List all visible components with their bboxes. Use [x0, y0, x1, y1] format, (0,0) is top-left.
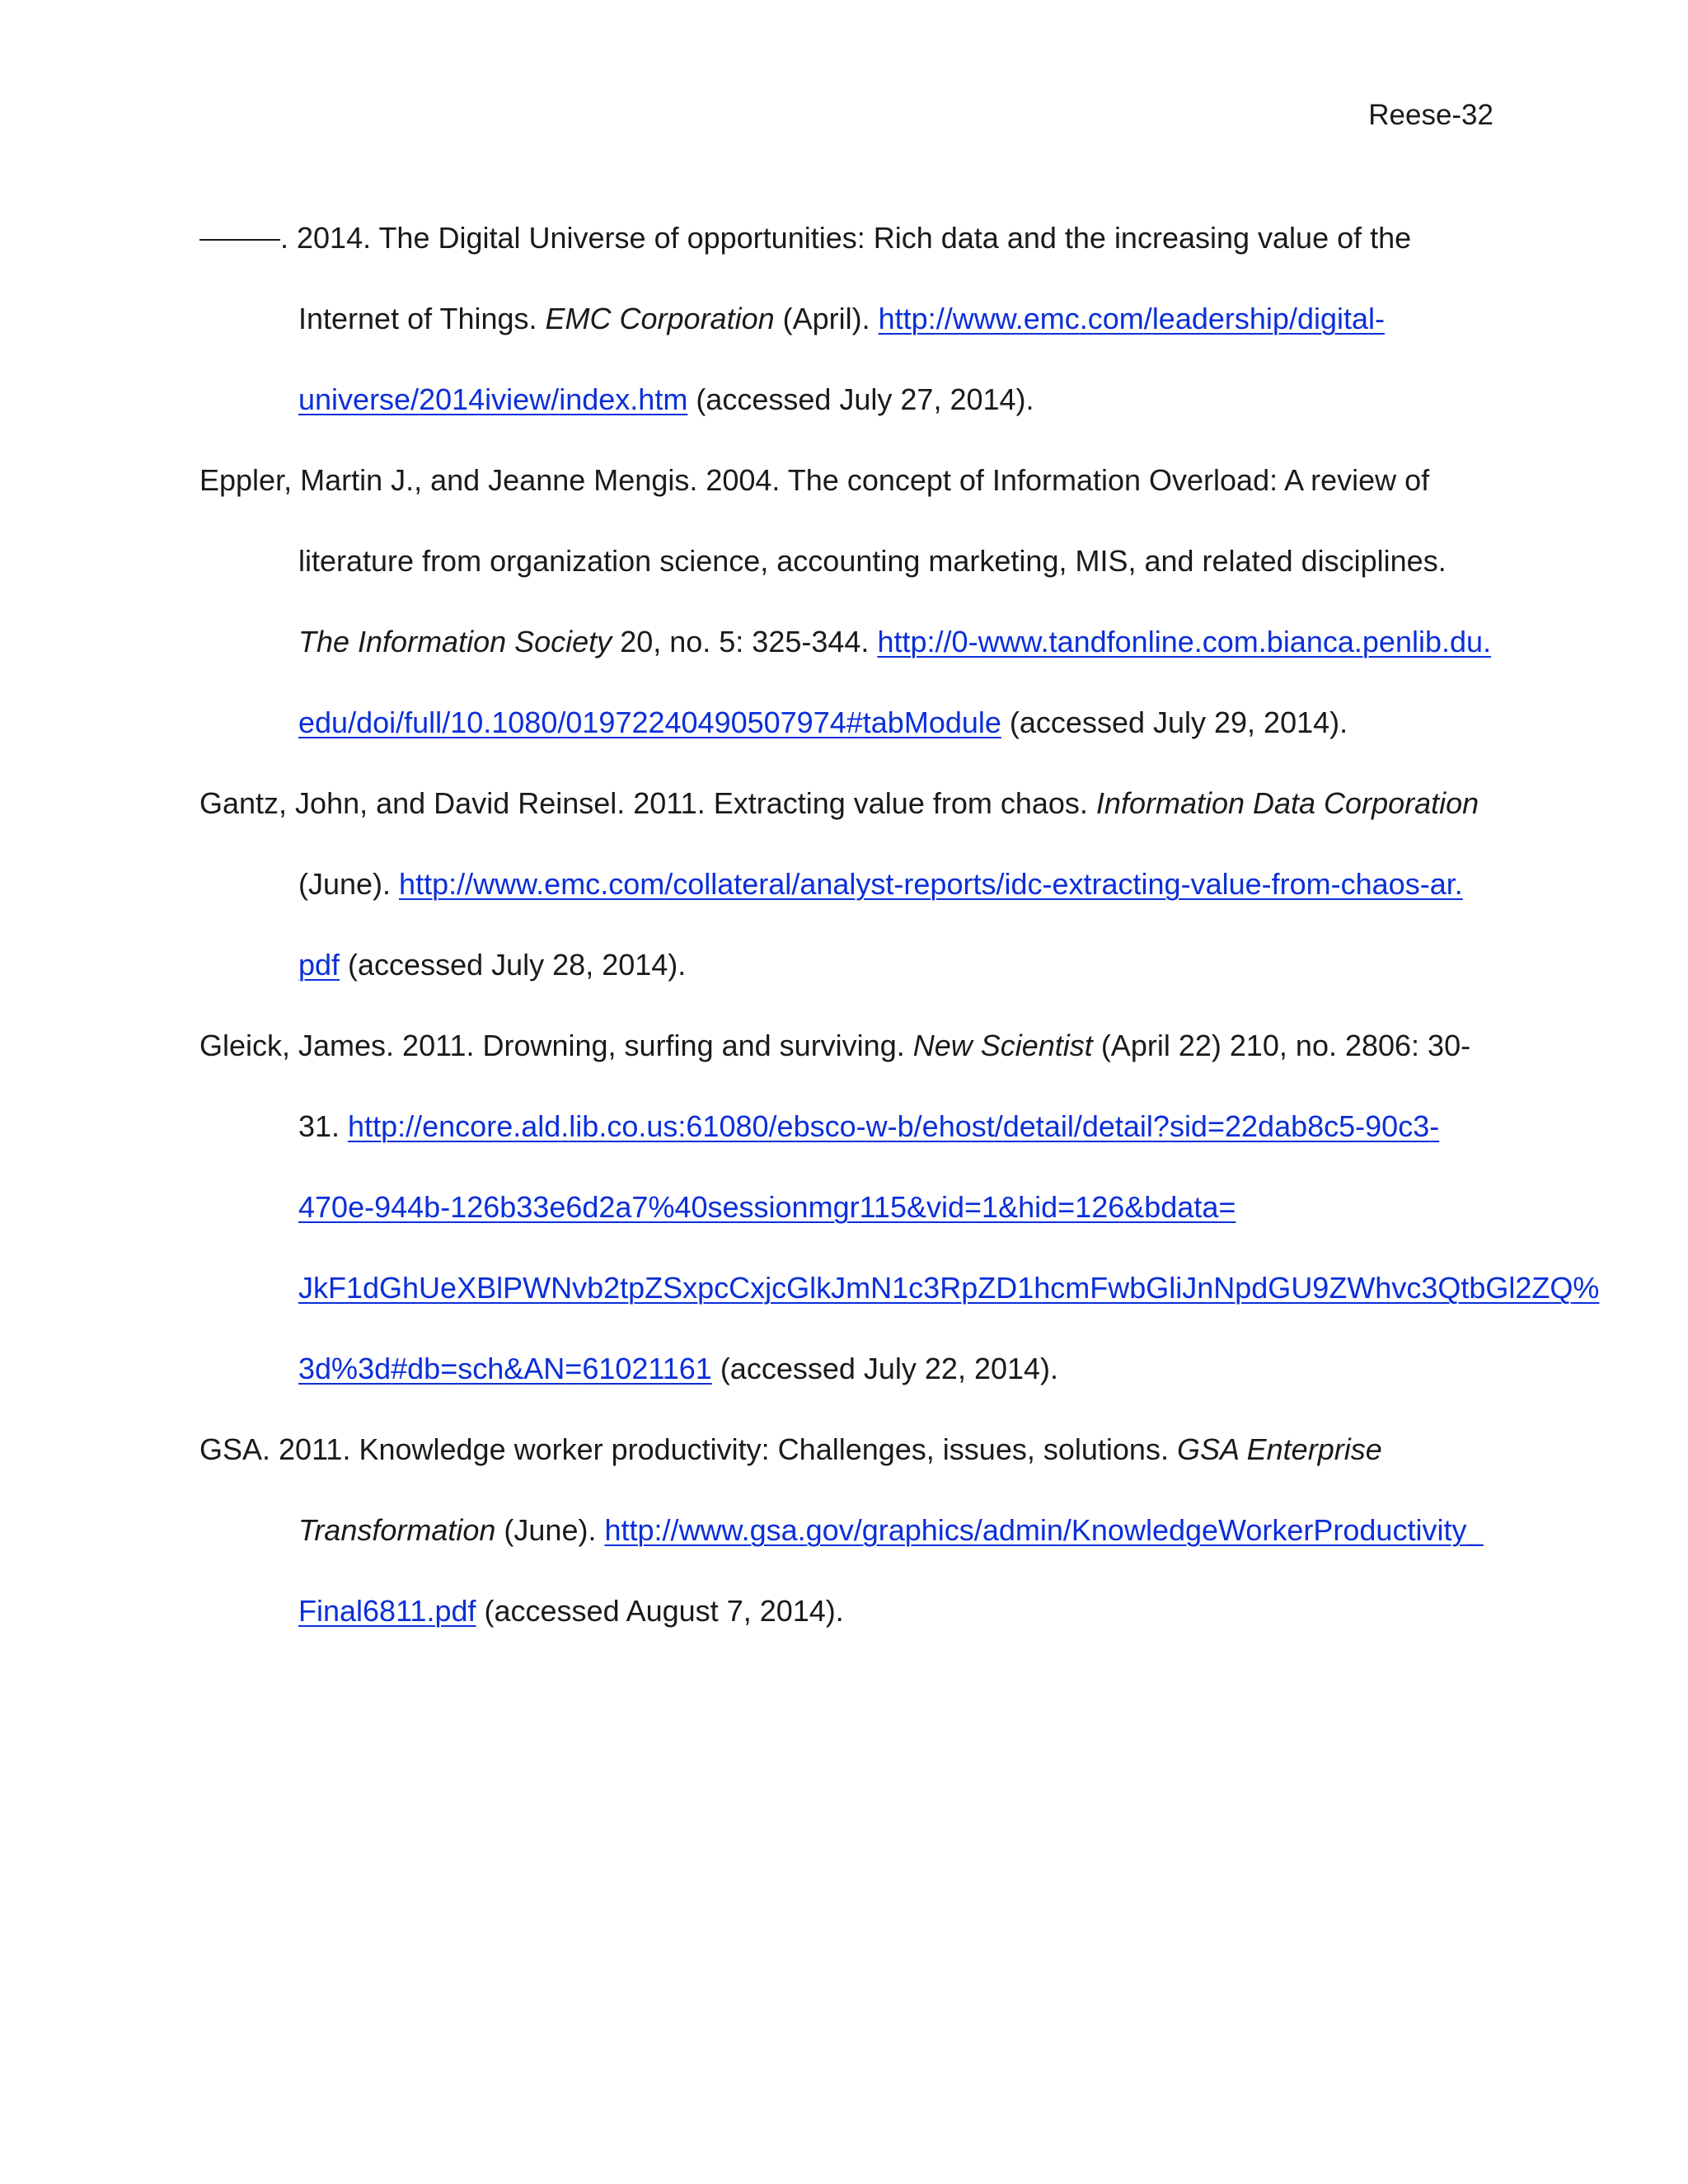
reference-link[interactable]: http://0-www.tandfonline.com.bianca.penlib.du.edu/doi/full/10.1080/01972240490507974#tabModule	[298, 625, 1492, 739]
entry-text: (April).	[774, 302, 879, 335]
entry-text: 20, no. 5: 325-344.	[612, 625, 878, 658]
entry-text: . 2014. The Digital Universe of opportunities: Rich data and the increasing value of the Internet of Things.	[280, 221, 1412, 335]
journal-title: Information Data Corporation	[1095, 786, 1479, 820]
page-number-header: Reese-32	[1368, 99, 1493, 131]
bibliography-entry	[199, 198, 1502, 440]
access-date: (accessed July 27, 2014).	[687, 382, 1034, 416]
bibliography-entry	[199, 1409, 1502, 1652]
entry-text: Gleick, James. 2011. Drowning, surfing and surviving.	[199, 1029, 913, 1062]
entry-text: GSA. 2011. Knowledge worker productivity: Challenges, issues, solutions.	[199, 1432, 1177, 1466]
entry-text: Eppler, Martin J., and Jeanne Mengis. 2004. The concept of Information Overload: A review of literature from organization science, accounting marketing, MIS, and related disciplines.	[199, 463, 1447, 578]
bibliography-list	[199, 198, 1600, 1652]
entry-text: (April 22) 210, no. 2806: 30-31.	[298, 1029, 1471, 1143]
entry-text: (June).	[298, 867, 400, 901]
reference-link[interactable]: http://www.gsa.gov/graphics/admin/KnowledgeWorkerProductivity_Final6811.pdf	[298, 1513, 1484, 1628]
entry-text: Gantz, John, and David Reinsel. 2011. Extracting value from chaos.	[199, 786, 1096, 820]
access-date: (accessed July 22, 2014).	[711, 1352, 1059, 1385]
bibliography-entry	[199, 1005, 1600, 1409]
access-date: (accessed August 7, 2014).	[476, 1594, 844, 1628]
journal-title: GSA Enterprise Transformation	[298, 1432, 1382, 1547]
access-date: (accessed July 28, 2014).	[340, 948, 687, 982]
repeated-author-dash	[199, 239, 280, 241]
access-date: (accessed July 29, 2014).	[1001, 705, 1348, 739]
bibliography-entry	[199, 440, 1502, 763]
bibliography-entry	[199, 763, 1502, 1005]
journal-title: New Scientist	[912, 1029, 1093, 1062]
entry-text: (June).	[495, 1513, 605, 1547]
journal-title: The Information Society	[298, 625, 612, 658]
reference-link[interactable]: http://encore.ald.lib.co.us:61080/ebsco-w-b/ehost/detail/detail?sid=22dab8c5-90c3-470e-944b-126b33e6d2a7%40sessionmgr115&vid=1&hid=126&bdata=JkF1dGhUeXBlPWNvb2tpZSxpcCxjcGlkJmN1c3RpZD1hcmFwbGliJnNpdGU9ZWhvc3QtbGl2ZQ%3d%3d#db=sch&AN=61021161	[298, 1109, 1600, 1385]
reference-link[interactable]: http://www.emc.com/collateral/analyst-reports/idc-extracting-value-from-chaos-ar.pdf	[298, 867, 1463, 982]
reference-link[interactable]: http://www.emc.com/leadership/digital-universe/2014iview/index.htm	[298, 302, 1386, 416]
journal-title: EMC Corporation	[545, 302, 775, 335]
